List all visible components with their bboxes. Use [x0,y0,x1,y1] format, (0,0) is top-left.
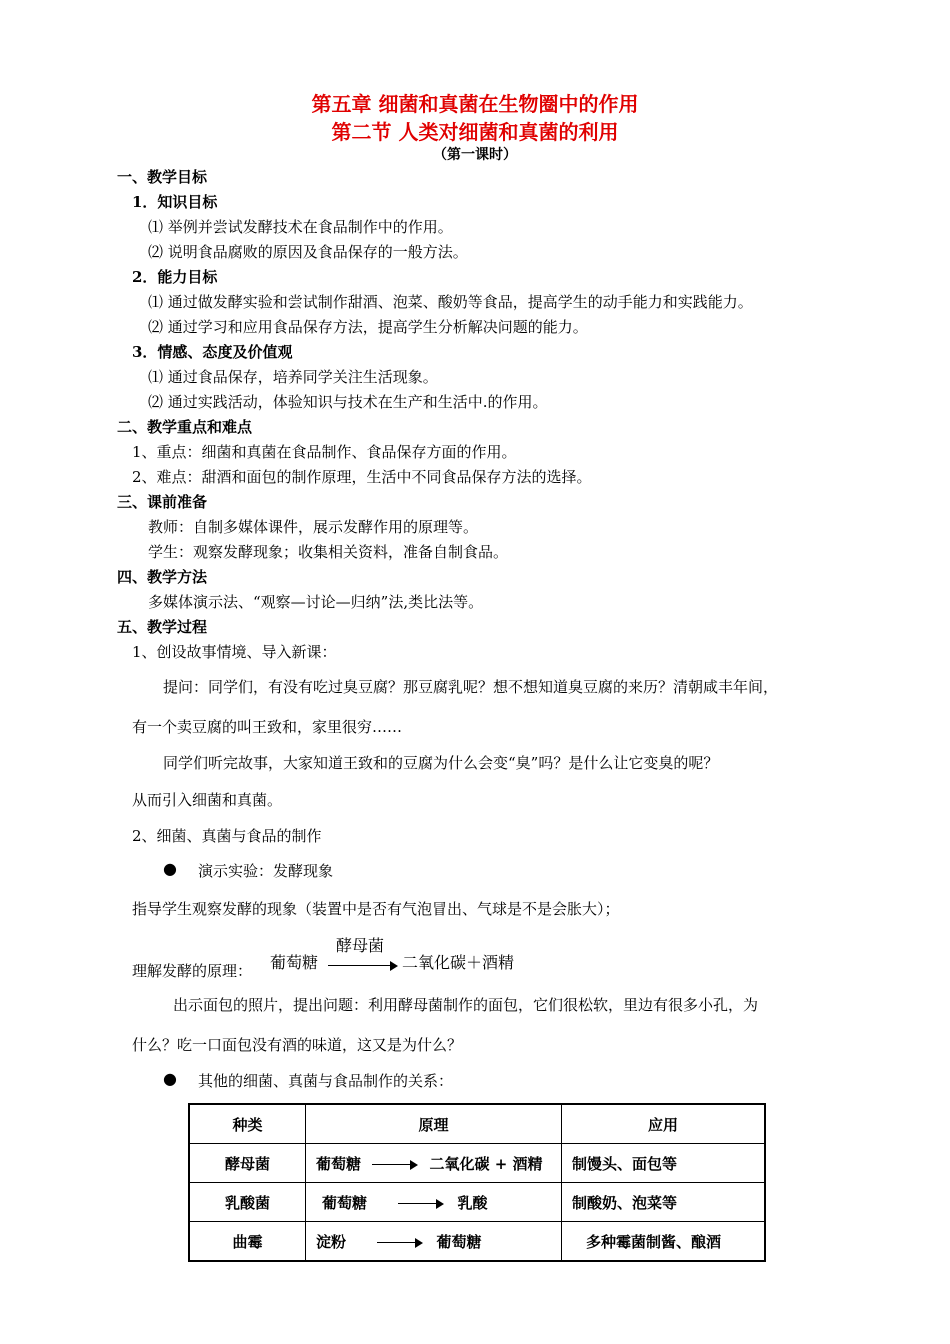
emotion-heading: 3．情感、态度及价值观 [132,343,293,361]
table-row [189,1222,765,1262]
story-paragraph: 提问：同学们，有没有吃过臭豆腐？那豆腐乳呢？想不想知道臭豆腐的来历？清朝咸丰年间， [163,678,779,696]
question-paragraph-cont: 从而引入细菌和真菌。 [132,791,283,809]
knowledge-heading: 1．知识目标 [132,193,218,211]
student-prep: 学生：观察发酵现象；收集相关资料，准备自制食品。 [148,543,509,561]
bullet-icon: ● [163,859,177,878]
emotion-item: ⑵ 通过实践活动，体验知识与技术在生产和生活中.的作用。 [148,393,548,411]
table-header-row [189,1104,765,1144]
table-header: 原理 [306,1104,562,1144]
table-header: 应用 [562,1104,766,1144]
lesson-label: （第一课时） [433,147,517,163]
kind-cell: 曲霉 [189,1222,306,1262]
teacher-prep: 教师：自制多媒体课件，展示发酵作用的原理等。 [148,518,479,536]
use-cell: 制酸奶、泡菜等 [562,1183,766,1222]
principle-to: 二氧化碳 + 酒精 [429,1154,543,1173]
bullet-other-text: 其他的细菌、真菌与食品制作的关系： [198,1072,454,1090]
method-text: 多媒体演示法、“观察—讨论—归纳”法,类比法等。 [148,593,484,611]
principle-from: 淀粉 [316,1232,347,1251]
principle-label: 理解发酵的原理： [132,962,253,980]
use-cell: 多种霉菌制酱、酿酒 [562,1222,766,1262]
principle-cell [306,1222,562,1262]
arrow-icon [377,1238,423,1248]
kind-cell: 酵母菌 [189,1144,306,1183]
arrow-icon [372,1160,418,1170]
product-text: 二氧化碳＋酒精 [402,953,515,972]
ability-item: ⑴ 通过做发酵实验和尝试制作甜酒、泡菜、酸奶等食品，提高学生的动手能力和实践能力。 [148,293,753,311]
sec4-heading: 四、教学方法 [117,568,208,586]
catalyst-text: 酵母菌 [336,936,385,955]
bullet-demo-text: 演示实验：发酵现象 [198,862,334,880]
principle-to: 葡萄糖 [436,1232,482,1251]
key-point: 1、重点：细菌和真菌在食品制作、食品保存方面的作用。 [132,443,517,461]
story-paragraph-cont: 有一个卖豆腐的叫王致和，家里很穷…… [132,718,403,736]
chapter-title: 第五章 细菌和真菌在生物圈中的作用 [311,92,639,116]
difficult-point: 2、难点：甜酒和面包的制作原理，生活中不同食品保存方法的选择。 [132,468,592,486]
principle-from: 葡萄糖 [322,1193,368,1212]
sec5-heading: 五、教学过程 [117,618,208,636]
sec3-heading: 三、课前准备 [117,493,208,511]
kind-cell: 乳酸菌 [189,1183,306,1222]
bullet-icon: ● [163,1069,177,1088]
bread-paragraph-cont: 什么？吃一口面包没有酒的味道，这又是为什么？ [132,1036,463,1054]
step1-heading: 1、创设故事情境、导入新课： [132,643,337,661]
reactant-text: 葡萄糖 [270,953,319,972]
knowledge-item: ⑵ 说明食品腐败的原因及食品保存的一般方法。 [148,243,468,261]
ability-heading: 2．能力目标 [132,268,218,286]
observe-paragraph: 指导学生观察发酵的现象（装置中是否有气泡冒出、气球是不是会胀大）； [132,900,620,918]
sec1-heading: 一、教学目标 [117,168,208,186]
bread-paragraph: 出示面包的照片，提出问题：利用酵母菌制作的面包，它们很松软，里边有很多小孔，为 [173,996,759,1014]
arrow-icon [398,1199,444,1209]
knowledge-item: ⑴ 举例并尝试发酵技术在食品制作中的作用。 [148,218,453,236]
table-row [189,1144,765,1183]
principle-from: 葡萄糖 [316,1154,362,1173]
table-row [189,1183,765,1222]
step2-heading: 2、细菌、真菌与食品的制作 [132,827,322,845]
reaction-arrow-icon [328,961,398,971]
section-title: 第二节 人类对细菌和真菌的利用 [331,120,619,144]
question-paragraph: 同学们听完故事，大家知道王致和的豆腐为什么会变“臭”吗？是什么让它变臭的呢？ [163,754,719,772]
use-cell: 制馒头、面包等 [562,1144,766,1183]
ability-item: ⑵ 通过学习和应用食品保存方法，提高学生分析解决问题的能力。 [148,318,588,336]
principle-cell [306,1144,562,1183]
sec2-heading: 二、教学重点和难点 [117,418,253,436]
principle-cell [306,1183,562,1222]
emotion-item: ⑴ 通过食品保存，培养同学关注生活现象。 [148,368,438,386]
table-header: 种类 [189,1104,306,1144]
microbe-food-table [188,1103,766,1262]
principle-to: 乳酸 [457,1193,488,1212]
